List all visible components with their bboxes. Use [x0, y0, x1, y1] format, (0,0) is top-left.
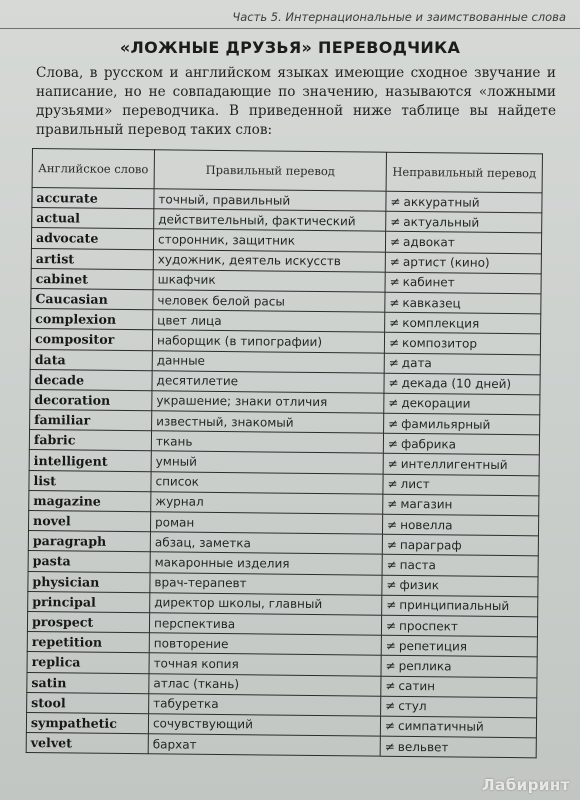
- wrong-translation-cell: [382, 575, 538, 597]
- wrong-translation-cell: [381, 696, 537, 718]
- false-friends-table: [26, 148, 543, 759]
- english-word-cell: accurate: [32, 188, 154, 209]
- wrong-translation-cell: [382, 514, 538, 536]
- not-equal-sign: ≠: [387, 476, 398, 492]
- false-friends-table-wrap: [26, 148, 542, 759]
- not-equal-sign: ≠: [390, 194, 401, 209]
- correct-translation-cell: данные: [152, 350, 384, 373]
- wrong-translation-cell: [386, 191, 542, 213]
- english-word-cell: novel: [28, 510, 150, 531]
- wrong-translation-text: артист (кино): [402, 255, 490, 270]
- wrong-translation-text: декада (10 дней): [401, 376, 512, 392]
- not-equal-sign: ≠: [386, 598, 397, 613]
- english-word-cell: cabinet: [31, 268, 153, 289]
- wrong-translation-text: паста: [399, 557, 436, 573]
- english-word-cell: intelligent: [29, 450, 151, 471]
- table-header-row: [32, 149, 542, 193]
- correct-translation-cell: человек белой расы: [153, 290, 385, 313]
- wrong-translation-text: лист: [400, 477, 430, 492]
- wrong-translation-cell: [382, 555, 538, 577]
- wrong-translation-cell: [383, 494, 539, 516]
- correct-translation-cell: наборщик (в типографии): [152, 330, 384, 353]
- correct-translation-cell: умный: [151, 451, 383, 474]
- wrong-translation-text: стул: [398, 699, 427, 714]
- wrong-translation-text: вельвет: [397, 739, 449, 755]
- wrong-translation-cell: [380, 716, 536, 738]
- not-equal-sign: ≠: [387, 497, 398, 512]
- wrong-translation-text: принципиальный: [399, 598, 510, 614]
- correct-translation-cell: роман: [150, 512, 382, 535]
- english-word-cell: complexion: [31, 309, 153, 330]
- correct-translation-cell: художник, деятель искусств: [153, 249, 385, 272]
- table-body: [26, 188, 542, 759]
- wrong-translation-text: аккуратный: [403, 194, 480, 210]
- wrong-translation-cell: [383, 474, 539, 496]
- not-equal-sign: ≠: [384, 739, 395, 754]
- not-equal-sign: ≠: [388, 355, 399, 370]
- wrong-translation-text: дата: [401, 355, 432, 371]
- english-word-cell: list: [29, 470, 151, 491]
- header-english-word: Английское слово: [32, 149, 154, 189]
- not-equal-sign: ≠: [386, 537, 398, 552]
- correct-translation-cell: атлас (ткань): [149, 673, 381, 696]
- english-word-cell: prospect: [27, 611, 149, 632]
- labirint-watermark: Лабиринт: [482, 776, 570, 794]
- header-correct-translation: Правильный перевод: [154, 150, 386, 191]
- wrong-translation-cell: [381, 635, 537, 657]
- english-word-cell: physician: [28, 571, 150, 592]
- wrong-translation-text: магазин: [400, 497, 453, 512]
- correct-translation-cell: цвет лица: [153, 310, 385, 333]
- correct-translation-cell: макаронные изделия: [150, 552, 382, 575]
- correct-translation-cell: точный, правильный: [154, 189, 386, 212]
- not-equal-sign: ≠: [385, 618, 397, 633]
- correct-translation-cell: повторение: [149, 633, 381, 656]
- wrong-translation-text: симпатичный: [397, 719, 484, 735]
- wrong-translation-text: проспект: [399, 618, 459, 634]
- not-equal-sign: ≠: [384, 719, 396, 734]
- wrong-translation-text: декорации: [401, 396, 471, 412]
- english-word-cell: satin: [27, 672, 149, 693]
- english-word-cell: stool: [27, 692, 149, 713]
- wrong-translation-cell: [381, 615, 537, 637]
- english-word-cell: actual: [32, 208, 154, 229]
- wrong-translation-cell: [383, 454, 539, 476]
- wrong-translation-cell: [380, 736, 536, 758]
- not-equal-sign: ≠: [389, 315, 400, 330]
- wrong-translation-text: физик: [399, 578, 440, 593]
- wrong-translation-text: новелла: [400, 517, 453, 533]
- wrong-translation-text: сатин: [398, 678, 436, 694]
- wrong-translation-cell: [384, 393, 540, 415]
- wrong-translation-cell: [382, 595, 538, 617]
- english-word-cell: artist: [31, 248, 153, 269]
- correct-translation-cell: список: [151, 471, 383, 494]
- wrong-translation-text: реплика: [398, 658, 452, 674]
- section-title: «ЛОЖНЫЕ ДРУЗЬЯ» ПЕРЕВОДЧИКА: [119, 38, 461, 57]
- english-word-cell: paragraph: [28, 531, 150, 552]
- intro-paragraph: Слова, в русском и английском языках имеющие сходное звучание и написание, но не совпадающие по значению, называются «ложными друзьями» переводчика. В приведенной ниже таблице вы найдете правильный перевод таких слов:: [36, 65, 556, 138]
- correct-translation-cell: сочувствующий: [148, 714, 380, 737]
- wrong-translation-text: фабрика: [400, 436, 457, 452]
- wrong-translation-text: адвокат: [403, 234, 455, 250]
- english-word-cell: principal: [28, 591, 150, 612]
- english-word-cell: compositor: [30, 329, 152, 350]
- wrong-translation-cell: [385, 252, 541, 274]
- header-rule: [0, 28, 580, 29]
- not-equal-sign: ≠: [388, 335, 400, 350]
- english-word-cell: decade: [30, 369, 152, 390]
- not-equal-sign: ≠: [389, 234, 401, 249]
- wrong-translation-cell: [382, 534, 538, 556]
- not-equal-sign: ≠: [390, 214, 401, 229]
- correct-translation-cell: абзац, заметка: [150, 532, 382, 555]
- not-equal-sign: ≠: [387, 436, 399, 451]
- correct-translation-cell: бархат: [148, 734, 380, 757]
- english-word-cell: fabric: [29, 430, 151, 451]
- not-equal-sign: ≠: [389, 254, 400, 270]
- wrong-translation-cell: [381, 676, 537, 698]
- not-equal-sign: ≠: [389, 295, 400, 310]
- not-equal-sign: ≠: [385, 699, 396, 714]
- wrong-translation-text: комплекция: [402, 315, 480, 331]
- wrong-translation-text: актуальный: [403, 214, 480, 230]
- wrong-translation-text: кабинет: [402, 275, 455, 290]
- english-word-cell: repetition: [27, 632, 149, 653]
- wrong-translation-text: репетиция: [398, 638, 468, 654]
- wrong-translation-cell: [381, 655, 537, 677]
- english-word-cell: Caucasian: [31, 288, 153, 309]
- not-equal-sign: ≠: [388, 376, 399, 391]
- english-word-cell: advocate: [31, 228, 153, 249]
- not-equal-sign: ≠: [385, 658, 396, 673]
- correct-translation-cell: точная копия: [149, 653, 381, 676]
- english-word-cell: data: [30, 349, 152, 370]
- correct-translation-cell: десятилетие: [152, 370, 384, 393]
- not-equal-sign: ≠: [387, 456, 398, 471]
- wrong-translation-cell: [384, 333, 540, 355]
- english-word-cell: familiar: [30, 410, 152, 431]
- wrong-translation-cell: [386, 211, 542, 233]
- wrong-translation-text: фамильярный: [401, 416, 491, 432]
- english-word-cell: decoration: [30, 389, 152, 410]
- correct-translation-cell: директор школы, главный: [150, 593, 382, 616]
- not-equal-sign: ≠: [386, 577, 397, 592]
- not-equal-sign: ≠: [388, 396, 399, 411]
- wrong-translation-text: кавказец: [402, 295, 461, 311]
- not-equal-sign: ≠: [389, 275, 400, 290]
- english-word-cell: sympathetic: [26, 712, 148, 733]
- wrong-translation-cell: [385, 232, 541, 254]
- correct-translation-cell: украшение; знаки отличия: [152, 391, 384, 414]
- wrong-translation-cell: [385, 312, 541, 334]
- correct-translation-cell: табуретка: [149, 693, 381, 716]
- wrong-translation-cell: [385, 272, 541, 294]
- header-wrong-translation: Неправильный перевод: [386, 152, 542, 193]
- wrong-translation-text: параграф: [399, 537, 462, 553]
- wrong-translation-cell: [383, 433, 539, 455]
- correct-translation-cell: сторонник, защитник: [153, 229, 385, 252]
- correct-translation-cell: шкафчик: [153, 270, 385, 293]
- english-word-cell: magazine: [29, 490, 151, 511]
- not-equal-sign: ≠: [385, 638, 396, 653]
- correct-translation-cell: журнал: [151, 492, 383, 515]
- english-word-cell: pasta: [28, 551, 150, 572]
- correct-translation-cell: известный, знакомый: [152, 411, 384, 434]
- running-head: Часть 5. Интернациональные и заимствованные слова: [232, 10, 566, 24]
- wrong-translation-cell: [385, 292, 541, 314]
- not-equal-sign: ≠: [386, 557, 397, 572]
- wrong-translation-text: композитор: [401, 335, 478, 351]
- correct-translation-cell: врач-терапевт: [150, 572, 382, 595]
- correct-translation-cell: перспектива: [149, 613, 381, 636]
- wrong-translation-cell: [384, 353, 540, 375]
- not-equal-sign: ≠: [388, 416, 399, 431]
- correct-translation-cell: действительный, фактический: [154, 209, 386, 232]
- english-word-cell: velvet: [26, 733, 148, 754]
- wrong-translation-text: интеллигентный: [400, 456, 508, 473]
- wrong-translation-cell: [384, 373, 540, 395]
- not-equal-sign: ≠: [387, 517, 398, 532]
- wrong-translation-cell: [384, 413, 540, 435]
- english-word-cell: replica: [27, 652, 149, 673]
- correct-translation-cell: ткань: [151, 431, 383, 454]
- table-row: [26, 733, 536, 759]
- not-equal-sign: ≠: [385, 678, 396, 693]
